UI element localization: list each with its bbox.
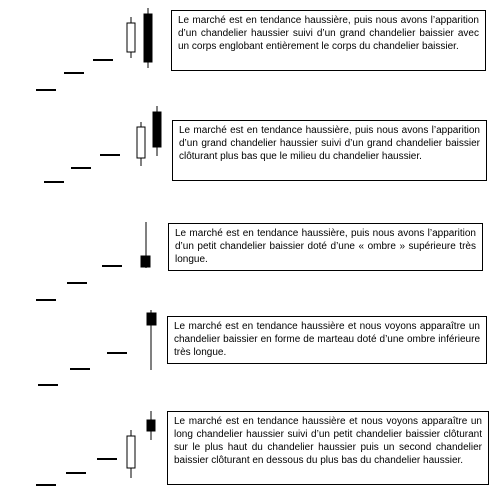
description-box-3: Le marché est en tendance haussière, puis nous avons l’apparition d’un petit chandelier baissier doté d’une « ombre » supérieure très longue.	[168, 223, 483, 271]
bearish-candle	[147, 411, 155, 440]
pattern-panel-4	[0, 305, 502, 400]
description-box-4: Le marché est en tendance haussière et nous voyons apparaître un chandelier baissier en forme de marteau doté d’une ombre inférieure très longue.	[167, 316, 487, 364]
bearish-candle	[144, 8, 152, 68]
description-box-5: Le marché est en tendance haussière et nous voyons apparaître un long chandelier haussier suivi d’un petit chandelier baissier clôturant sur le plus haut du chandelier haussier puis un second chandelier baissier clôturant en dessous du plus bas du chandelier haussier.	[167, 411, 489, 485]
candlestick-chart-3	[0, 200, 170, 305]
bearish-candle	[141, 222, 150, 268]
pattern-panel-5	[0, 400, 502, 494]
candlestick-chart-5	[0, 400, 170, 494]
bullish-candle	[127, 430, 135, 478]
bearish-candle	[147, 310, 156, 370]
bullish-candle	[127, 17, 135, 58]
candlestick-chart-2	[0, 100, 170, 200]
description-box-1: Le marché est en tendance haussière, puis nous avons l’apparition d’un chandelier haussier suivi d’un grand chandelier baissier avec un corps englobant entièrement le corps du chandelier baissier.	[171, 10, 486, 71]
bearish-candle	[153, 106, 161, 156]
pattern-panel-2	[0, 100, 502, 200]
bullish-candle	[137, 122, 145, 166]
candlestick-chart-1	[0, 0, 170, 100]
description-box-2: Le marché est en tendance haussière, puis nous avons l’apparition d’un grand chandelier haussier suivi d’un grand chandelier baissier clôturant plus bas que le milieu du chandelier haussier.	[172, 120, 487, 181]
candlestick-chart-4	[0, 305, 170, 400]
pattern-panel-3	[0, 200, 502, 305]
pattern-panel-1	[0, 0, 502, 100]
